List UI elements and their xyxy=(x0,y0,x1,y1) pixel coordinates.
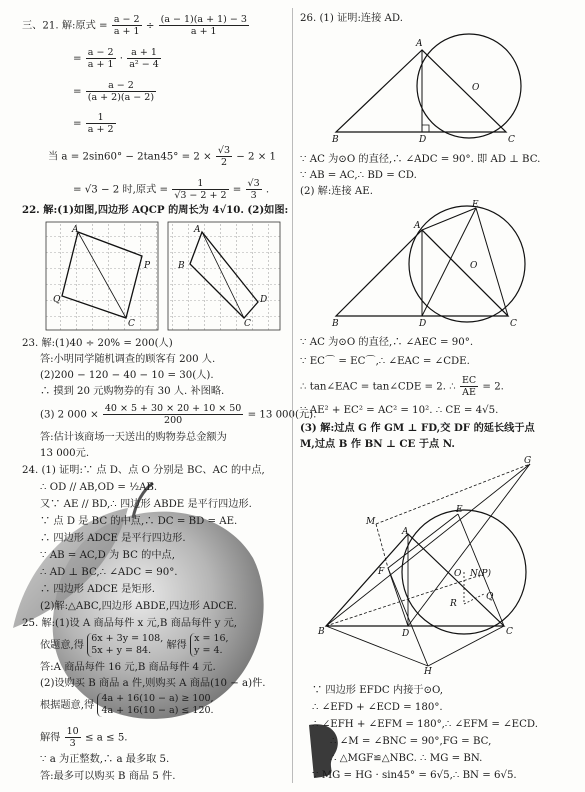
q24-line6: ∵ AB = AC,D 为 BC 的中点, xyxy=(40,550,175,561)
q24-line2: ∴ OD // AB,OD = ½AB. xyxy=(40,482,158,493)
svg-text:D: D xyxy=(419,135,427,144)
column-divider xyxy=(292,8,293,783)
q23-line7: 13 000元. xyxy=(40,448,90,459)
svg-text:N(P): N(P) xyxy=(470,569,491,579)
q26-c-line2: (3) 解:过点 G 作 GM ⊥ FD,交 DF 的延长线于点 xyxy=(300,422,535,434)
q26-d-line3: ∴ ∠EFH + ∠EFM = 180°,∴ ∠EFM = ∠ECD. xyxy=(312,719,538,730)
q26-d-line1: ∵ 四边形 EFDC 内接于⊙O, xyxy=(312,685,444,696)
q26-b-line2: ∵ EC⌒ = EC⌒,∴ ∠EAC = ∠CDE. xyxy=(300,356,470,367)
q23-line4: ∴ 摸到 20 元购物券的有 30 人. 补图略. xyxy=(40,386,225,397)
q24-line7: ∴ AD ⊥ BC,∴ ∠ADC = 90°. xyxy=(40,567,178,578)
svg-text:F: F xyxy=(378,567,385,577)
q26-c-line3: M,过点 B 作 BN ⊥ CE 于点 N. xyxy=(300,438,455,450)
svg-text:C: C xyxy=(128,319,135,329)
q21-line2: = $\frac{a - 2}{a + 1}$ · $\frac{a + 1}{\text{a² − 4}}$ xyxy=(73,47,159,70)
svg-text:C: C xyxy=(508,135,515,144)
svg-text:B: B xyxy=(318,627,325,637)
q26-d-line2: ∴ ∠EFD + ∠ECD = 180°. xyxy=(312,702,443,713)
svg-text:R: R xyxy=(450,599,457,609)
svg-text:O: O xyxy=(454,569,462,579)
q23-line5: (3) 2 000 × $\frac{40 \times 5 + 30 \times 20 + 10 \times 50}{200}$ = 13 000(元). xyxy=(40,403,317,426)
q26-d-line6: ∵ MG = HG · sin45° = 6√5,∴ BN = 6√5. xyxy=(312,770,517,781)
q26-d-line5: ∴ △MGF≌△NBC. ∴ MG = BN. xyxy=(330,753,483,764)
q24-line5: ∴ 四边形 ADCE 是平行四边形. xyxy=(40,533,186,544)
svg-text:D: D xyxy=(402,629,410,639)
q21-line5: 当 a = 2sin60° − 2tan45° = 2 × $\frac{√3}{2}$ − 2 × 1 xyxy=(48,145,277,168)
q25-line6: 解得 $\frac{10}{3}$ ≤ a ≤ 5. xyxy=(40,726,128,749)
svg-text:O: O xyxy=(472,83,480,93)
svg-text:Q: Q xyxy=(486,592,494,602)
q25-line4: (2)设购买 B 商品 a 件,则购买 A 商品(10 − a)件. xyxy=(40,678,266,689)
q26-figure1 xyxy=(322,26,552,144)
q26-figure2 xyxy=(322,200,552,328)
svg-text:A: A xyxy=(72,225,79,235)
svg-text:B: B xyxy=(178,261,185,271)
svg-text:O: O xyxy=(470,261,478,271)
q24-line1: 24. (1) 证明:∵ 点 D、点 O 分别是 BC、AC 的中点, xyxy=(22,465,265,476)
q25-line7: ∵ a 为正整数,∴ a 最多取 5. xyxy=(40,754,170,765)
svg-text:D: D xyxy=(419,319,427,328)
q26-heading: 26. (1) 证明:连接 AD. xyxy=(300,13,403,24)
svg-text:C: C xyxy=(506,627,513,637)
q23-line3: (2)200 − 120 − 40 − 10 = 30(人). xyxy=(40,370,214,381)
svg-text:E: E xyxy=(472,200,479,210)
q21-line3: = $\frac{a - 2}{(a + 2)(a - 2)}$ xyxy=(73,80,155,103)
q23-line2: 答:小明同学随机调查的顾客有 200 人. xyxy=(40,354,216,365)
svg-text:A: A xyxy=(414,221,421,231)
svg-text:C: C xyxy=(244,319,251,329)
q25-line2: 依题意,得 6x + 3y = 108, 5x + y = 84. 解得 x = 16, y = 4. xyxy=(40,633,229,656)
svg-text:C: C xyxy=(510,319,517,328)
q26-a-line1: ∵ AC 为⊙O 的直径,∴ ∠ADC = 90°. 即 AD ⊥ BC. xyxy=(300,154,541,165)
svg-text:G: G xyxy=(524,456,532,466)
svg-text:D: D xyxy=(260,295,268,305)
q23-line6: 答:估计该商场一天送出的购物券总金额为 xyxy=(40,432,227,443)
svg-text:P: P xyxy=(144,261,151,271)
svg-text:H: H xyxy=(424,667,432,674)
svg-text:A: A xyxy=(194,225,201,235)
svg-text:E: E xyxy=(456,505,463,515)
q23-line1: 23. 解:(1)40 ÷ 20% = 200(人) xyxy=(22,338,173,349)
q26-c-line1: ∵ AE² + EC² = AC² = 10². ∴ CE = 4√5. xyxy=(300,405,499,416)
q25-line8: 答:最多可以购买 B 商品 5 件. xyxy=(40,771,176,782)
q25-line1: 25. 解:(1)设 A 商品每件 x 元,B 商品每件 y 元, xyxy=(22,618,238,629)
q22-heading: 22. 解:(1)如图,四边形 AQCP 的周长为 4√10. (2)如图: xyxy=(22,204,289,216)
q21-line1: 三、21. 解:原式 = $\frac{a - 2}{a + 1}$ ÷ $\frac{(a - 1)(a + 1) - 3}{a + 1}$ xyxy=(22,14,247,37)
q26-figure3 xyxy=(316,454,546,674)
q22-grid-figures xyxy=(44,220,284,332)
q26-a-line3: (2) 解:连接 AE. xyxy=(300,186,373,197)
q24-line9: (2)解:△ABC,四边形 ABDE,四边形 ADCE. xyxy=(40,601,237,612)
q24-line8: ∴ 四边形 ADCE 是矩形. xyxy=(40,584,156,595)
svg-text:Q: Q xyxy=(53,295,61,305)
svg-text:M: M xyxy=(366,517,376,527)
q26-b-line1: ∵ AC 为⊙O 的直径,∴ ∠AEC = 90°. xyxy=(300,337,474,348)
q25-line5: 根据题意,得 4a + 16(10 − a) ≥ 100, 4a + 16(10 − a) ≤ 120. xyxy=(40,693,214,716)
q25-line3: 答:A 商品每件 16 元,B 商品每件 4 元. xyxy=(40,662,216,673)
q26-tan-line: ∴ tan∠EAC = tan∠CDE = 2. ∴ $\frac{EC}{AE}$ = 2. xyxy=(300,375,504,398)
svg-text:B: B xyxy=(332,135,339,144)
svg-text:B: B xyxy=(332,319,339,328)
q21-line6: = √3 − 2 时,原式 = $\frac{1}{√3 - 2 + 2}$ = $\frac{√3}{3}$ . xyxy=(73,178,270,201)
q26-a-line2: ∵ AB = AC,∴ BD = CD. xyxy=(300,170,417,181)
svg-text:A: A xyxy=(416,39,423,49)
svg-text:A: A xyxy=(402,527,409,537)
q26-d-line4: ∴ ∠M = ∠BNC = 90°,FG = BC, xyxy=(330,736,492,747)
q24-line3: 又∵ AE // BD,∴ 四边形 ABDE 是平行四边形. xyxy=(40,499,252,510)
q24-line4: ∵ 点 D 是 BC 的中点,∴ DC = BD = AE. xyxy=(40,516,238,527)
q21-line4: = $\frac{1}{a + 2}$ xyxy=(73,112,114,135)
